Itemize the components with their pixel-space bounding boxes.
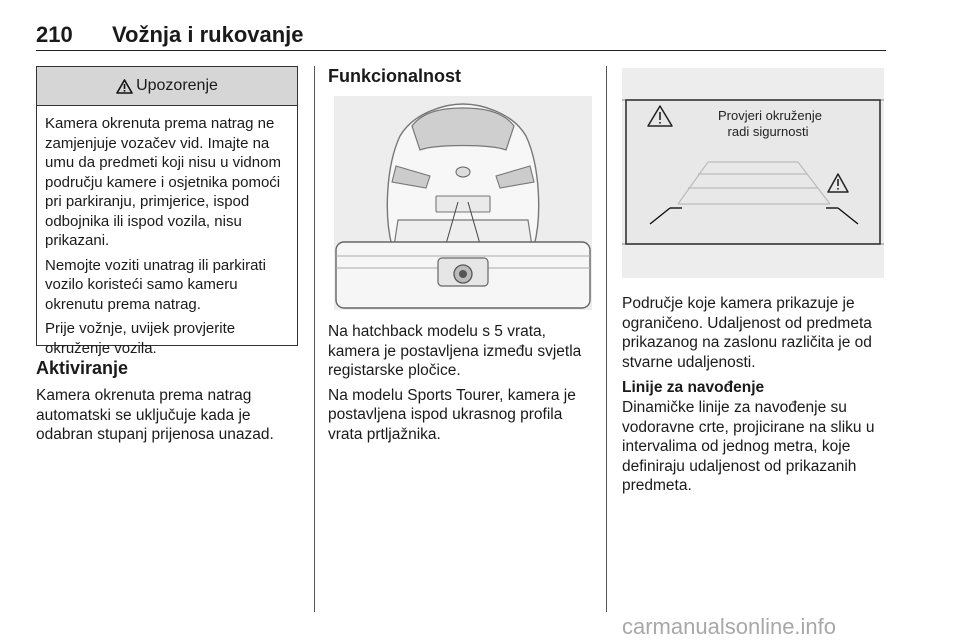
screen-message-line2: radi sigurnosti: [727, 124, 809, 139]
function-paragraph: Na modelu Sports Tourer, kamera je postavljena ispod ukrasnog profila vrata prtljažnika.: [328, 386, 576, 443]
function-heading: Funkcionalnost: [328, 66, 462, 86]
screen-message-line1: Provjeri okruženje: [717, 108, 823, 123]
display-text: Područje koje kamera prikazuje je ograničeno. Udaljenost od predmeta prikazanog na zaslonu različita je od stvarne udaljenosti.: [622, 295, 872, 371]
warning-icon: [116, 79, 133, 94]
activation-text: Kamera okrenuta prema natrag automatski se uključuje kada je odabran stupanj prijenosa unazad.: [36, 387, 274, 443]
activation-heading: Aktiviranje: [36, 358, 129, 378]
header-rule: [36, 50, 886, 51]
column-divider-1: [314, 66, 315, 612]
warning-paragraph: Nemojte voziti unatrag ili parkirati vozilo koristeći samo kameru okrenutu prema natrag.: [45, 256, 266, 313]
warning-paragraph: Kamera okrenuta prema natrag ne zamjenjuje vozačev vid. Imajte na umu da predmeti koji nisu u vidnom području kamere i osjetnika pomoći pri parkiranju, primjerice, ispod odbojnika ili ispod vozila, nisu prikazani.: [45, 115, 281, 249]
warning-header: [37, 67, 297, 106]
warning-title: Upozorenje: [136, 77, 218, 94]
function-text: [328, 322, 598, 449]
camera-display-illustration: [622, 68, 884, 278]
warning-body: [37, 106, 297, 358]
function-paragraph: Na hatchback modelu s 5 vrata, kamera je postavljena između svjetla registarske pločice.: [328, 323, 582, 379]
rear-camera-location-illustration: [334, 96, 592, 310]
warning-paragraph: Prije vožnje, uvijek provjerite okruženje vozila.: [45, 320, 236, 357]
warning-box: [36, 66, 298, 357]
column-divider-2: [606, 66, 607, 612]
page-number: 210: [36, 22, 73, 47]
watermark: carmanualsonline.info: [622, 614, 837, 639]
guidelines-heading: Linije za navođenje: [622, 379, 765, 396]
chapter-title: Vožnja i rukovanje: [112, 22, 304, 47]
guidelines-text: Dinamičke linije za navođenje su vodoravne crte, projicirane na sliku u intervalima od jednog metra, koje definiraju udaljenost od prikazanih predmeta.: [622, 399, 875, 494]
